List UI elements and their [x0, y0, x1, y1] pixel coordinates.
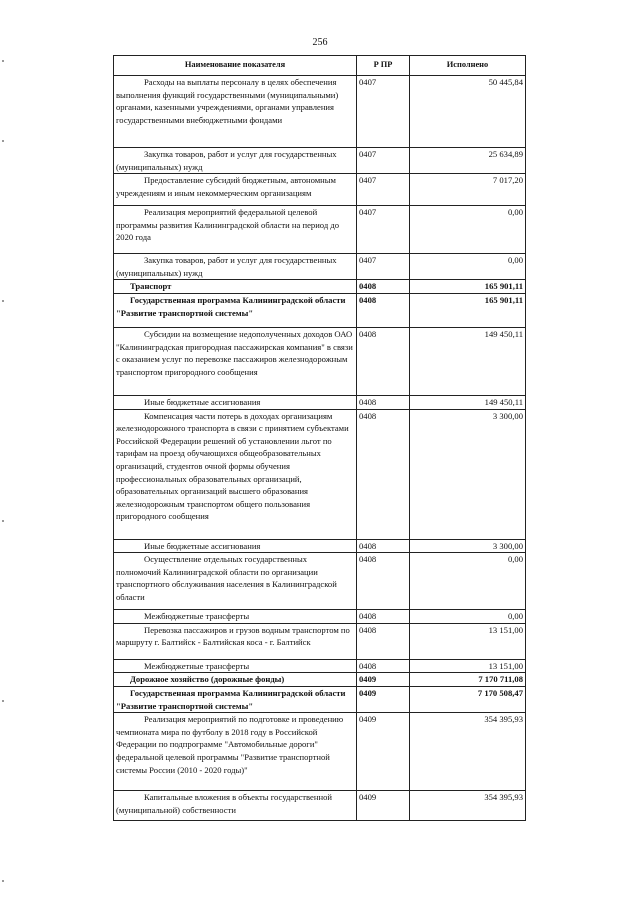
row-executed-value: 3 300,00 — [410, 409, 526, 539]
row-indicator-name — [114, 280, 357, 294]
row-section-code: 0409 — [357, 686, 410, 712]
row-section-code: 0409 — [357, 791, 410, 821]
row-executed-value: 0,00 — [410, 610, 526, 624]
header-section-code: Р ПР — [357, 56, 410, 76]
budget-execution-table — [113, 55, 526, 821]
row-section-code: 0407 — [357, 148, 410, 174]
row-executed-value: 354 395,93 — [410, 791, 526, 821]
row-section-code: 0408 — [357, 293, 410, 327]
row-executed-value: 7 017,20 — [410, 174, 526, 206]
indicator-name-text: Закупка товаров, работ и услуг для государственных (муниципальных) нужд — [116, 149, 337, 172]
row-executed-value: 0,00 — [410, 254, 526, 280]
indicator-name-text: Реализация мероприятий федеральной целевой программы развития Калининградской области на период до 2020 года — [116, 207, 340, 243]
table-row — [114, 395, 526, 409]
indicator-name-text: Расходы на выплаты персоналу в целях обеспечения выполнения функций государственными (муниципальными) органами, казенными учреждениями, органами управления государственными внебюджетными фондами — [116, 77, 339, 125]
scan-edge-marks — [2, 0, 5, 905]
row-section-code: 0407 — [357, 254, 410, 280]
table-row — [114, 623, 526, 659]
indicator-name-text: Закупка товаров, работ и услуг для государственных (муниципальных) нужд — [116, 255, 337, 278]
row-section-code: 0407 — [357, 206, 410, 254]
table-row — [114, 293, 526, 327]
table-row — [114, 409, 526, 539]
row-indicator-name — [114, 148, 357, 174]
row-indicator-name — [114, 409, 357, 539]
row-section-code: 0409 — [357, 673, 410, 687]
row-executed-value: 7 170 508,47 — [410, 686, 526, 712]
row-executed-value: 0,00 — [410, 206, 526, 254]
table-row — [114, 673, 526, 687]
indicator-name-text: Межбюджетные трансферты — [144, 660, 250, 671]
table-row — [114, 610, 526, 624]
table-row — [114, 174, 526, 206]
row-indicator-name — [114, 623, 357, 659]
row-indicator-name — [114, 713, 357, 791]
indicator-name-text: Государственная программа Калининградской области "Развитие транспортной системы" — [116, 294, 346, 318]
row-executed-value: 7 170 711,08 — [410, 673, 526, 687]
table-row — [114, 791, 526, 821]
row-section-code: 0408 — [357, 623, 410, 659]
row-executed-value: 13 151,00 — [410, 623, 526, 659]
row-executed-value: 25 634,89 — [410, 148, 526, 174]
row-executed-value: 149 450,11 — [410, 327, 526, 395]
indicator-name-text: Иные бюджетные ассигнования — [144, 396, 261, 407]
row-section-code: 0408 — [357, 659, 410, 673]
table-row — [114, 713, 526, 791]
header-indicator-name: Наименование показателя — [114, 56, 357, 76]
table-row — [114, 76, 526, 148]
table-row — [114, 686, 526, 712]
table-row — [114, 254, 526, 280]
row-executed-value: 354 395,93 — [410, 713, 526, 791]
row-executed-value: 50 445,84 — [410, 76, 526, 148]
indicator-name-text: Иные бюджетные ассигнования — [144, 540, 261, 551]
indicator-name-text: Предоставление субсидий бюджетным, автономным учреждениям и иным некоммерческим организациям — [116, 175, 336, 198]
row-executed-value: 165 901,11 — [410, 293, 526, 327]
row-indicator-name — [114, 686, 357, 712]
indicator-name-text: Транспорт — [130, 281, 172, 292]
table-row — [114, 206, 526, 254]
indicator-name-text: Осуществление отдельных государственных полномочий Калининградской области по организации транспортного обслуживания населения в Калининградской области — [116, 554, 337, 602]
row-section-code: 0408 — [357, 610, 410, 624]
header-executed: Исполнено — [410, 56, 526, 76]
row-indicator-name — [114, 673, 357, 687]
table-row — [114, 539, 526, 553]
row-indicator-name — [114, 174, 357, 206]
row-indicator-name — [114, 293, 357, 327]
row-indicator-name — [114, 395, 357, 409]
indicator-name-text: Государственная программа Калининградской области "Развитие транспортной системы" — [116, 687, 346, 711]
indicator-name-text: Субсидии на возмещение недополученных доходов ОАО "Калининградская пригородная пассажирская компания" в связи с оказанием услуг по перевозке пассажиров железнодорожным транспортом пригородного сообщения — [116, 328, 353, 377]
table-row — [114, 659, 526, 673]
row-indicator-name — [114, 254, 357, 280]
row-indicator-name — [114, 791, 357, 821]
row-section-code: 0409 — [357, 713, 410, 791]
row-indicator-name — [114, 76, 357, 148]
row-section-code: 0407 — [357, 174, 410, 206]
row-indicator-name — [114, 553, 357, 610]
row-section-code: 0407 — [357, 76, 410, 148]
indicator-name-text: Дорожное хозяйство (дорожные фонды) — [130, 674, 285, 685]
row-section-code: 0408 — [357, 539, 410, 553]
table-body — [114, 76, 526, 821]
row-section-code: 0408 — [357, 395, 410, 409]
row-indicator-name — [114, 659, 357, 673]
page-number: 256 — [312, 37, 328, 48]
row-indicator-name — [114, 327, 357, 395]
row-section-code: 0408 — [357, 327, 410, 395]
indicator-name-text: Перевозка пассажиров и грузов водным транспортом по маршруту г. Балтийск - Балтийская коса - г. Балтийск — [116, 624, 350, 648]
row-section-code: 0408 — [357, 280, 410, 294]
row-executed-value: 3 300,00 — [410, 539, 526, 553]
indicator-name-text: Компенсация части потерь в доходах организациям железнодорожного транспорта в связи с принятием субъектами Российской Федерации решений об установлении льгот по тарифам на проезд обучающихся общеобразовательных организаций, студентов очной формы обучения профессиональных образовательных организаций, образовательных организаций высшего образования железнодорожным транспортом общего пользования пригородного сообщения — [116, 410, 349, 522]
row-executed-value: 165 901,11 — [410, 280, 526, 294]
row-executed-value: 0,00 — [410, 553, 526, 610]
row-section-code: 0408 — [357, 409, 410, 539]
table-row — [114, 327, 526, 395]
row-executed-value: 149 450,11 — [410, 395, 526, 409]
row-section-code: 0408 — [357, 553, 410, 610]
indicator-name-text: Капитальные вложения в объекты государственной (муниципальной) собственности — [116, 792, 332, 815]
table-row — [114, 148, 526, 174]
indicator-name-text: Реализация мероприятий по подготовке и проведению чемпионата мира по футболу в 2018 году в Российской Федерации по подпрограмме "Автомобильные дороги" федеральной целевой программы "Развитие транспортной системы России (2010 - 2020 годы)" — [116, 714, 344, 775]
table-header-row — [114, 56, 526, 76]
row-indicator-name — [114, 206, 357, 254]
row-indicator-name — [114, 539, 357, 553]
table-row — [114, 280, 526, 294]
table-row — [114, 553, 526, 610]
indicator-name-text: Межбюджетные трансферты — [144, 611, 250, 622]
row-indicator-name — [114, 610, 357, 624]
row-executed-value: 13 151,00 — [410, 659, 526, 673]
